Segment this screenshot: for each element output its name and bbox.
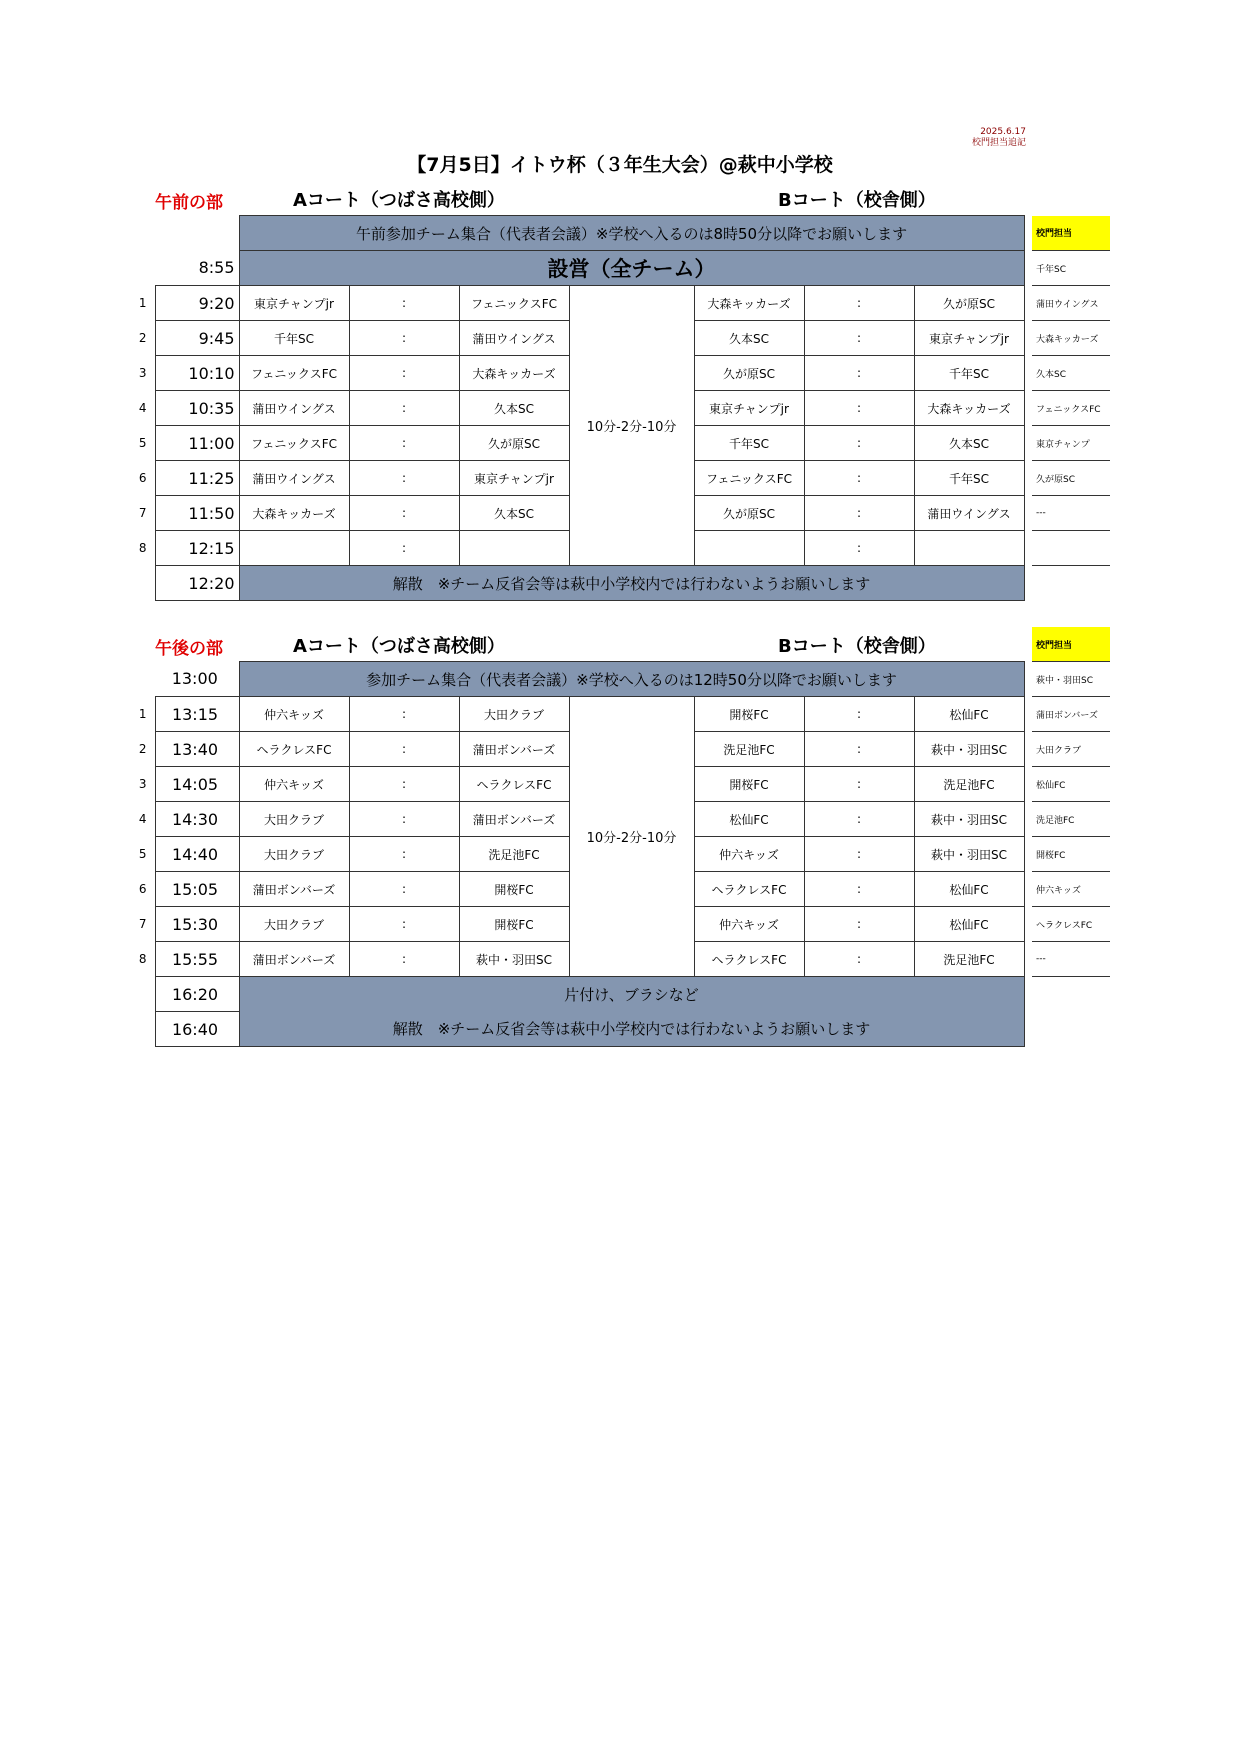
afternoon-schedule-table xyxy=(131,627,1110,1047)
court-b-home-team: 仲六キッズ xyxy=(694,907,804,942)
court-a-score-separator: : xyxy=(349,321,459,356)
court-b-away-team: 萩中・羽田SC xyxy=(914,732,1024,767)
court-a-home-team: フェニックスFC xyxy=(239,356,349,391)
court-a-home-team: 蒲田ボンバーズ xyxy=(239,942,349,977)
court-b-away-team: 東京チャンプjr xyxy=(914,321,1024,356)
court-b-away-team: 蒲田ウイングス xyxy=(914,496,1024,531)
court-b-away-team xyxy=(914,531,1024,566)
empty-cell xyxy=(131,662,155,697)
court-a-score-separator: : xyxy=(349,907,459,942)
spacer-cell xyxy=(1024,907,1032,942)
court-a-away-team: 開桜FC xyxy=(459,907,569,942)
revision-note xyxy=(960,127,1026,149)
afternoon-header-row xyxy=(131,627,1110,662)
court-b-score-separator: : xyxy=(804,461,914,496)
court-b-score-separator: : xyxy=(804,732,914,767)
court-b-home-team: ヘラクレスFC xyxy=(694,872,804,907)
court-b-score-separator: : xyxy=(804,321,914,356)
court-b-score-separator: : xyxy=(804,872,914,907)
court-a-home-team: 仲六キッズ xyxy=(239,697,349,732)
court-b-away-team: 大森キッカーズ xyxy=(914,391,1024,426)
court-a-home-team: 大田クラブ xyxy=(239,907,349,942)
spacer-cell xyxy=(1024,216,1032,251)
court-a-home-team: 千年SC xyxy=(239,321,349,356)
court-a-away-team: フェニックスFC xyxy=(459,286,569,321)
match-time: 13:15 xyxy=(155,697,239,732)
match-number: 3 xyxy=(138,777,147,791)
court-a-score-separator: : xyxy=(349,872,459,907)
empty-cell xyxy=(1032,977,1110,1012)
gate-staff-team: 大田クラブ xyxy=(1032,732,1110,767)
spacer-cell xyxy=(1024,662,1032,697)
court-b-home-team: 久が原SC xyxy=(694,496,804,531)
empty-cell xyxy=(155,216,239,251)
court-b-score-separator: : xyxy=(804,802,914,837)
spacer-cell xyxy=(1024,566,1032,601)
empty-cell xyxy=(1032,566,1110,601)
morning-label: 午前の部 xyxy=(155,193,223,213)
court-b-score-separator: : xyxy=(804,531,914,566)
match-number: 8 xyxy=(138,952,147,966)
court-a-home-team: 大田クラブ xyxy=(239,802,349,837)
empty-cell xyxy=(131,216,155,251)
court-b-home-team: 久本SC xyxy=(694,321,804,356)
court-b-away-team: 萩中・羽田SC xyxy=(914,802,1024,837)
page-title: 【7月5日】イトウ杯（３年生大会）@萩中小学校 xyxy=(407,154,833,176)
spacer-cell xyxy=(1024,837,1032,872)
spacer-cell xyxy=(1024,461,1032,496)
empty-cell xyxy=(239,627,349,662)
court-a-home-team xyxy=(239,531,349,566)
match-number: 1 xyxy=(138,707,147,721)
court-a-score-separator: : xyxy=(349,461,459,496)
match-time: 13:40 xyxy=(155,732,239,767)
court-b-home-team: 開桜FC xyxy=(694,697,804,732)
court-a-away-team: 開桜FC xyxy=(459,872,569,907)
court-a-away-team: 東京チャンプjr xyxy=(459,461,569,496)
match-time: 9:45 xyxy=(155,321,239,356)
match-format: 10分-2分-10分 xyxy=(569,697,694,977)
court-b-score-separator: : xyxy=(804,391,914,426)
afternoon-court-b-label: Bコート（校舎側） xyxy=(778,636,936,657)
gate-staff-team: 蒲田ウイングス xyxy=(1032,286,1110,321)
court-a-away-team: 洗足池FC xyxy=(459,837,569,872)
court-b-score-separator: : xyxy=(804,837,914,872)
match-number: 6 xyxy=(138,882,147,896)
match-number: 7 xyxy=(138,917,147,931)
gate-staff-team: 洗足池FC xyxy=(1032,802,1110,837)
court-a-score-separator: : xyxy=(349,426,459,461)
court-b-home-team: 松仙FC xyxy=(694,802,804,837)
court-a-score-separator: : xyxy=(349,942,459,977)
spacer-cell xyxy=(1024,942,1032,977)
spacer-cell xyxy=(1024,697,1032,732)
dismiss-banner: 解散 ※チーム反省会等は萩中小学校内では行わないようお願いします xyxy=(239,566,1024,601)
court-b-away-team: 千年SC xyxy=(914,356,1024,391)
court-a-home-team: 仲六キッズ xyxy=(239,767,349,802)
empty-cell xyxy=(349,627,459,662)
match-row xyxy=(131,286,1110,321)
cleanup-time: 16:20 xyxy=(155,977,239,1012)
court-b-score-separator: : xyxy=(804,426,914,461)
match-time: 11:50 xyxy=(155,496,239,531)
court-a-home-team: 蒲田ウイングス xyxy=(239,391,349,426)
gather-row xyxy=(131,216,1110,251)
court-b-away-team: 松仙FC xyxy=(914,872,1024,907)
court-b-score-separator: : xyxy=(804,356,914,391)
court-b-score-separator: : xyxy=(804,697,914,732)
gate-staff-team xyxy=(1032,531,1110,566)
match-number: 8 xyxy=(138,541,147,555)
court-b-away-team: 松仙FC xyxy=(914,907,1024,942)
court-a-home-team: 蒲田ボンバーズ xyxy=(239,872,349,907)
match-time: 12:15 xyxy=(155,531,239,566)
court-a-score-separator: : xyxy=(349,697,459,732)
gate-staff-team: 東京チャンプ xyxy=(1032,426,1110,461)
gather-banner: 参加チーム集合（代表者会議）※学校へ入るのは12時50分以降でお願いします xyxy=(239,662,1024,697)
spacer-cell xyxy=(1024,872,1032,907)
court-b-home-team: フェニックスFC xyxy=(694,461,804,496)
court-a-away-team: 蒲田ボンバーズ xyxy=(459,732,569,767)
empty-cell xyxy=(131,627,155,662)
gate-staff-team: フェニックスFC xyxy=(1032,391,1110,426)
gate-staff-team: 久が原SC xyxy=(1032,461,1110,496)
empty-cell xyxy=(131,1012,155,1047)
empty-cell xyxy=(1032,1012,1110,1047)
court-a-score-separator: : xyxy=(349,496,459,531)
dismiss-time: 12:20 xyxy=(155,566,239,601)
court-a-score-separator: : xyxy=(349,837,459,872)
setup-time: 8:55 xyxy=(155,251,239,286)
spacer-cell xyxy=(1024,1012,1032,1047)
court-a-away-team: 大森キッカーズ xyxy=(459,356,569,391)
court-b-score-separator: : xyxy=(804,767,914,802)
court-a-home-team: ヘラクレスFC xyxy=(239,732,349,767)
spacer-cell xyxy=(1024,977,1032,1012)
match-number: 6 xyxy=(138,471,147,485)
court-b-away-team: 洗足池FC xyxy=(914,942,1024,977)
match-time: 10:10 xyxy=(155,356,239,391)
court-b-away-team: 萩中・羽田SC xyxy=(914,837,1024,872)
empty-cell xyxy=(694,627,804,662)
match-number: 4 xyxy=(138,812,147,826)
match-time: 11:25 xyxy=(155,461,239,496)
dismiss-row xyxy=(131,566,1110,601)
court-b-home-team xyxy=(694,531,804,566)
court-b-home-team: 開桜FC xyxy=(694,767,804,802)
court-a-home-team: 大森キッカーズ xyxy=(239,496,349,531)
gate-staff-team: 久本SC xyxy=(1032,356,1110,391)
match-time: 10:35 xyxy=(155,391,239,426)
empty-cell xyxy=(155,627,239,662)
spacer-cell xyxy=(1024,251,1032,286)
court-b-away-team: 千年SC xyxy=(914,461,1024,496)
court-b-score-separator: : xyxy=(804,286,914,321)
empty-cell xyxy=(131,566,155,601)
staff-header: 校門担当 xyxy=(1032,627,1110,662)
match-time: 14:05 xyxy=(155,767,239,802)
court-b-score-separator: : xyxy=(804,496,914,531)
gate-staff-team: 開桜FC xyxy=(1032,837,1110,872)
court-a-score-separator: : xyxy=(349,356,459,391)
staff-cell: 千年SC xyxy=(1032,251,1110,286)
empty-cell xyxy=(804,627,914,662)
spacer-cell xyxy=(1024,802,1032,837)
match-number: 5 xyxy=(138,847,147,861)
spacer-cell xyxy=(1024,321,1032,356)
court-a-away-team: 久が原SC xyxy=(459,426,569,461)
empty-cell xyxy=(131,977,155,1012)
setup-banner: 設営（全チーム） xyxy=(239,251,1024,286)
court-b-away-team: 久が原SC xyxy=(914,286,1024,321)
spacer-cell xyxy=(1024,767,1032,802)
staff-header: 校門担当 xyxy=(1032,216,1110,251)
match-time: 11:00 xyxy=(155,426,239,461)
gate-staff-team: 大森キッカーズ xyxy=(1032,321,1110,356)
court-a-home-team: 大田クラブ xyxy=(239,837,349,872)
revision-label: 校門担当追記 xyxy=(971,138,1026,148)
court-a-away-team: 蒲田ウイングス xyxy=(459,321,569,356)
morning-schedule-table xyxy=(131,215,1110,601)
match-number: 2 xyxy=(138,331,147,345)
court-a-home-team: 蒲田ウイングス xyxy=(239,461,349,496)
court-b-home-team: 久が原SC xyxy=(694,356,804,391)
gather-time: 13:00 xyxy=(155,662,239,697)
match-number: 1 xyxy=(138,296,147,310)
court-b-home-team: ヘラクレスFC xyxy=(694,942,804,977)
dismiss-banner: 解散 ※チーム反省会等は萩中小学校内では行わないようお願いします xyxy=(239,1012,1024,1047)
gate-staff-team: 仲六キッズ xyxy=(1032,872,1110,907)
court-b-away-team: 久本SC xyxy=(914,426,1024,461)
court-a-away-team: 蒲田ボンバーズ xyxy=(459,802,569,837)
setup-row xyxy=(131,251,1110,286)
court-a-score-separator: : xyxy=(349,802,459,837)
gate-staff-team: 松仙FC xyxy=(1032,767,1110,802)
empty-cell xyxy=(914,627,1024,662)
gate-staff-team: --- xyxy=(1032,942,1110,977)
court-a-score-separator: : xyxy=(349,391,459,426)
match-number: 7 xyxy=(138,506,147,520)
gate-staff-team: ヘラクレスFC xyxy=(1032,907,1110,942)
match-format: 10分-2分-10分 xyxy=(569,286,694,566)
match-number: 4 xyxy=(138,401,147,415)
match-time: 14:30 xyxy=(155,802,239,837)
court-a-home-team: 東京チャンプjr xyxy=(239,286,349,321)
spacer-cell xyxy=(1024,391,1032,426)
court-b-home-team: 洗足池FC xyxy=(694,732,804,767)
match-time: 15:30 xyxy=(155,907,239,942)
revision-date: 2025.6.17 xyxy=(980,127,1026,137)
spacer-cell xyxy=(1024,732,1032,767)
match-number: 3 xyxy=(138,366,147,380)
staff-cell: 萩中・羽田SC xyxy=(1032,662,1110,697)
match-time: 14:40 xyxy=(155,837,239,872)
match-number: 5 xyxy=(138,436,147,450)
spacer-cell xyxy=(1024,356,1032,391)
court-a-away-team: ヘラクレスFC xyxy=(459,767,569,802)
spacer-cell xyxy=(1024,627,1032,662)
court-a-away-team: 大田クラブ xyxy=(459,697,569,732)
court-a-score-separator: : xyxy=(349,531,459,566)
court-b-score-separator: : xyxy=(804,942,914,977)
spacer-cell xyxy=(1024,531,1032,566)
gather-row xyxy=(131,662,1110,697)
gate-staff-team: 蒲田ボンバーズ xyxy=(1032,697,1110,732)
spacer-cell xyxy=(1024,286,1032,321)
court-b-home-team: 千年SC xyxy=(694,426,804,461)
court-a-away-team xyxy=(459,531,569,566)
court-a-home-team: フェニックスFC xyxy=(239,426,349,461)
court-a-away-team: 久本SC xyxy=(459,496,569,531)
morning-court-a-label: Aコート（つばさ高校側） xyxy=(293,190,505,211)
court-a-away-team: 萩中・羽田SC xyxy=(459,942,569,977)
court-a-away-team: 久本SC xyxy=(459,391,569,426)
cleanup-row xyxy=(131,977,1110,1012)
gate-staff-team: --- xyxy=(1032,496,1110,531)
afternoon-label: 午後の部 xyxy=(155,639,223,659)
morning-court-b-label: Bコート（校舎側） xyxy=(778,190,936,211)
court-b-score-separator: : xyxy=(804,907,914,942)
match-time: 15:05 xyxy=(155,872,239,907)
empty-cell xyxy=(131,251,155,286)
spacer-cell xyxy=(1024,496,1032,531)
court-b-away-team: 洗足池FC xyxy=(914,767,1024,802)
cleanup-banner: 片付け、ブラシなど xyxy=(239,977,1024,1012)
court-a-score-separator: : xyxy=(349,767,459,802)
dismiss-row xyxy=(131,1012,1110,1047)
court-b-home-team: 東京チャンプjr xyxy=(694,391,804,426)
empty-cell xyxy=(459,627,569,662)
afternoon-court-a-label: Aコート（つばさ高校側） xyxy=(293,636,505,657)
match-time: 15:55 xyxy=(155,942,239,977)
court-b-home-team: 大森キッカーズ xyxy=(694,286,804,321)
match-time: 9:20 xyxy=(155,286,239,321)
spacer-cell xyxy=(1024,426,1032,461)
match-number: 2 xyxy=(138,742,147,756)
match-row xyxy=(131,697,1110,732)
court-b-away-team: 松仙FC xyxy=(914,697,1024,732)
dismiss-time: 16:40 xyxy=(155,1012,239,1047)
gather-banner: 午前参加チーム集合（代表者会議）※学校へ入るのは8時50分以降でお願いします xyxy=(239,216,1024,251)
court-a-score-separator: : xyxy=(349,286,459,321)
empty-cell xyxy=(569,627,694,662)
court-b-home-team: 仲六キッズ xyxy=(694,837,804,872)
court-a-score-separator: : xyxy=(349,732,459,767)
